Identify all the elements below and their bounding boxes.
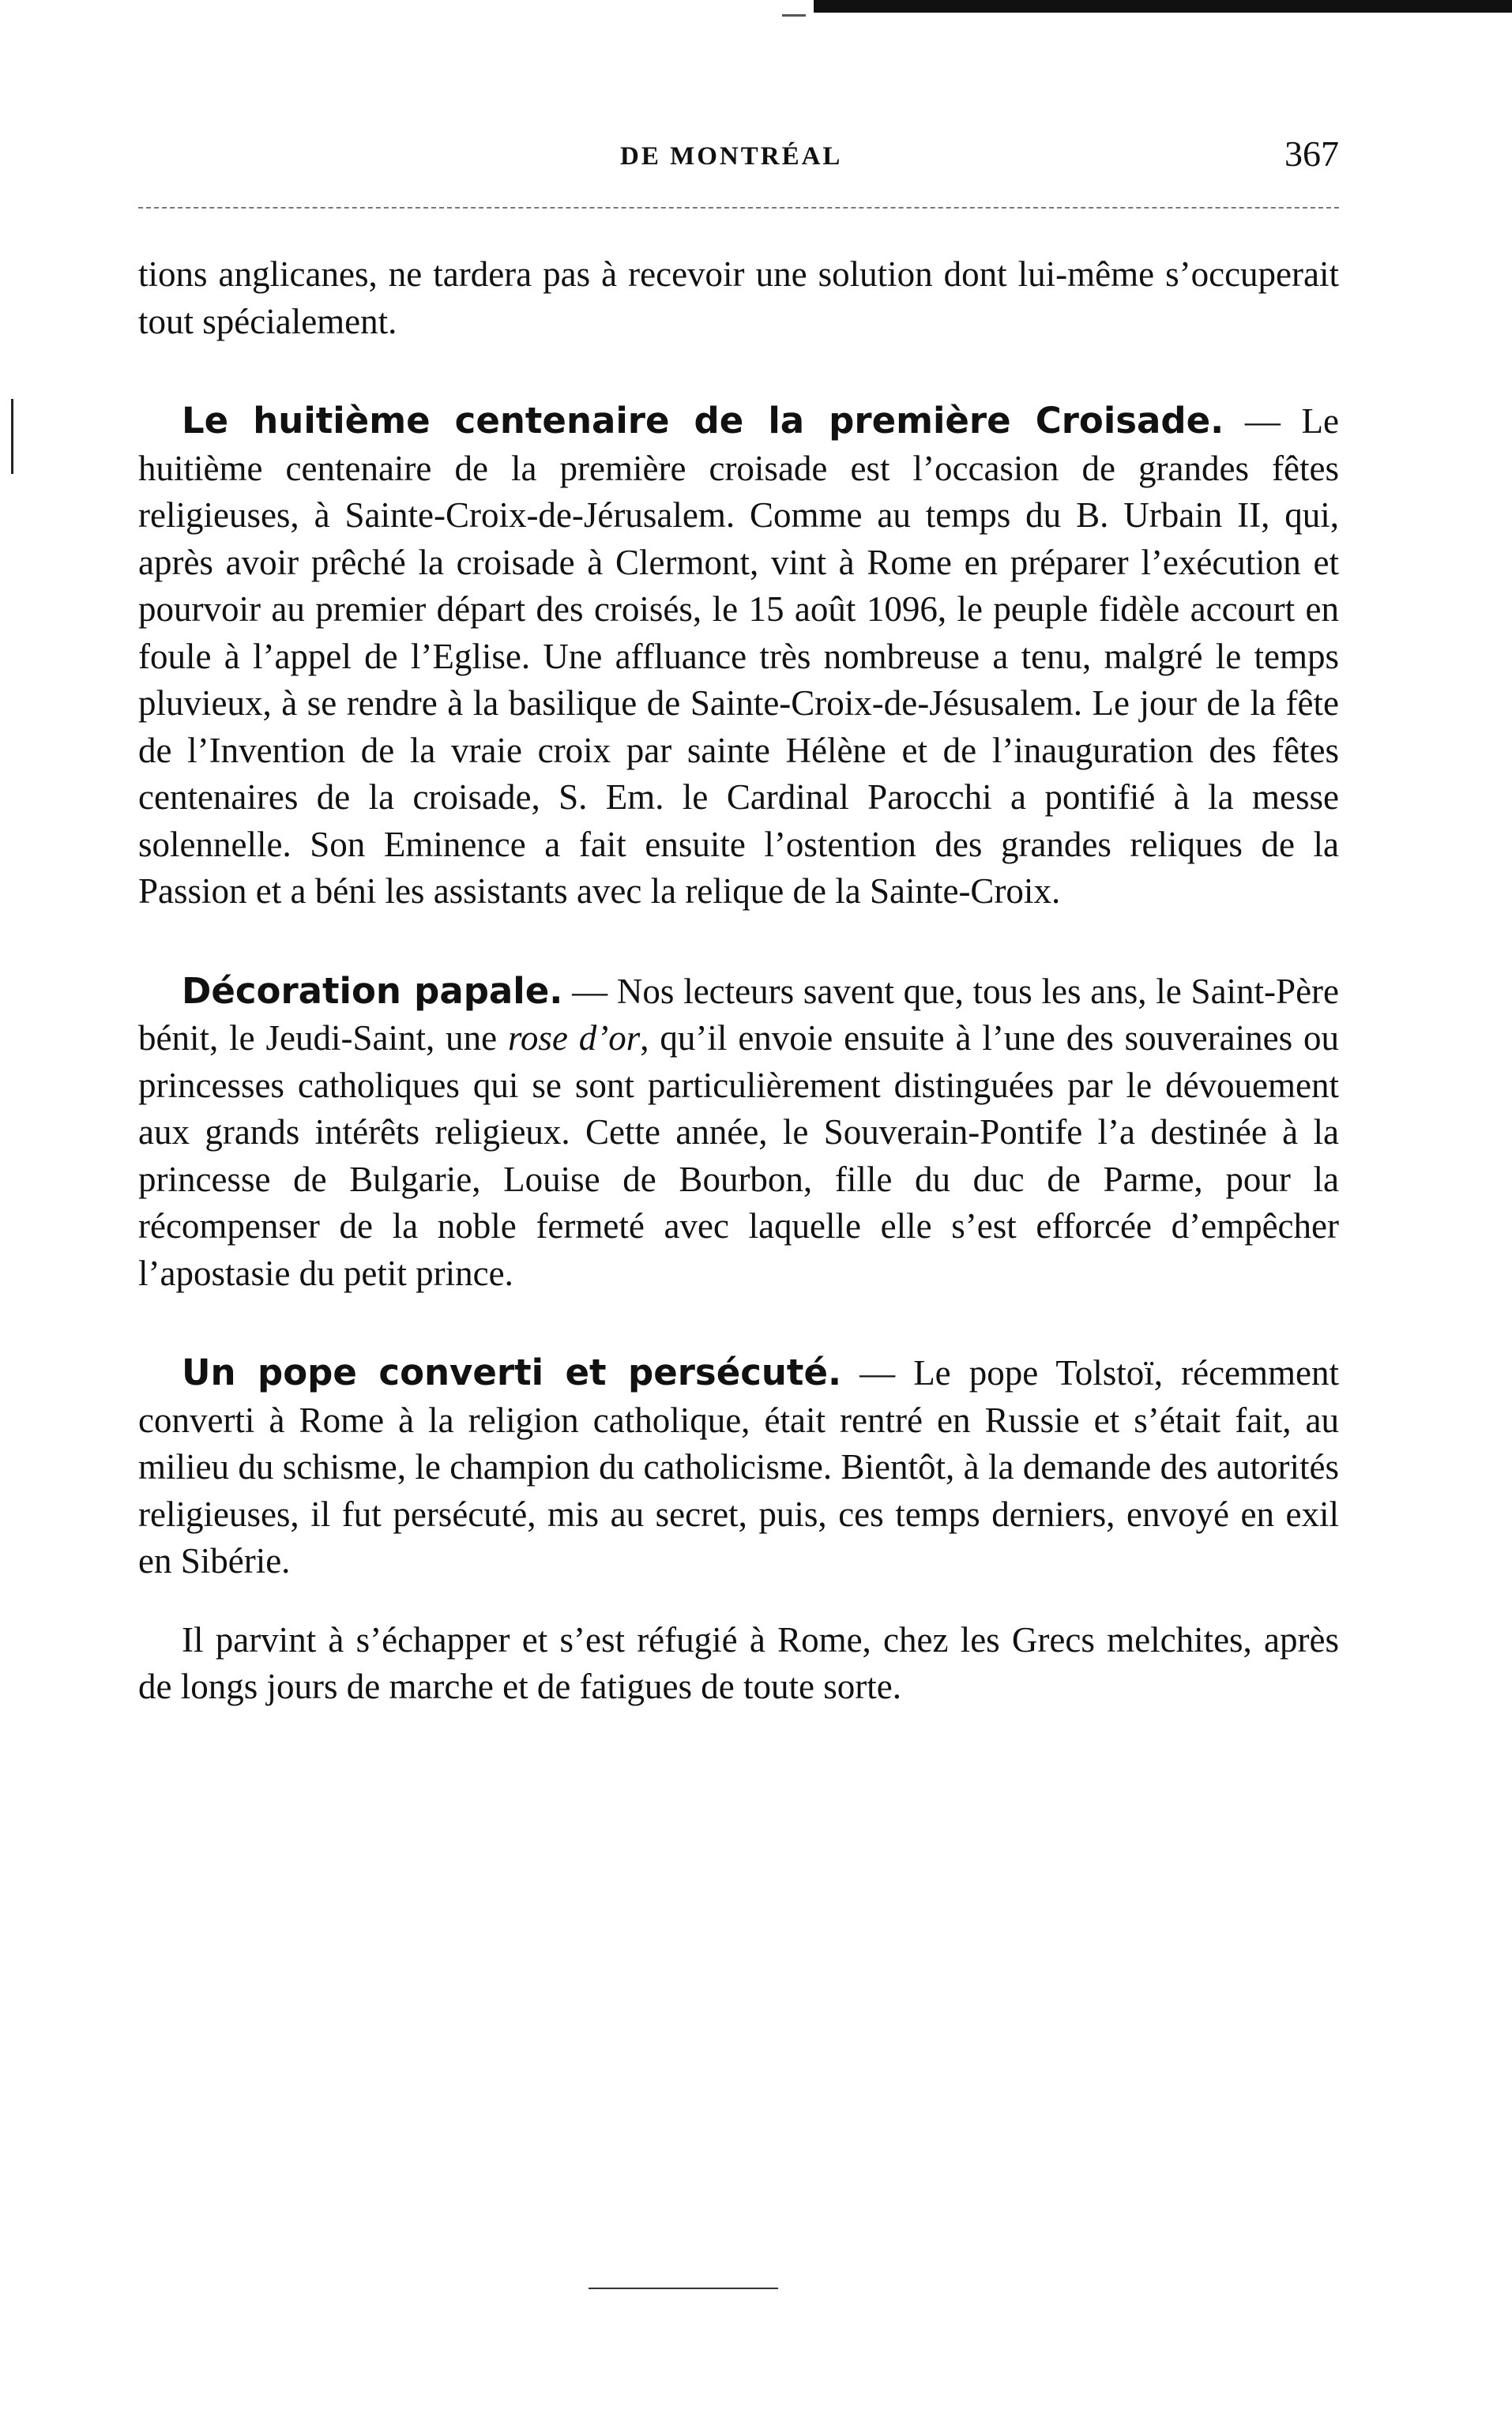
page-number: 367 xyxy=(1284,133,1339,174)
page-body xyxy=(138,251,1339,1711)
heading-dash: — xyxy=(562,971,617,1011)
top-edge-dash xyxy=(782,14,806,17)
section-pope xyxy=(138,1349,1339,1585)
section-heading: Le huitième centenaire de la première Croisade. xyxy=(182,400,1224,442)
margin-mark xyxy=(11,399,13,474)
section-heading: Décoration papale. xyxy=(182,969,563,1012)
heading-dash: — xyxy=(1224,401,1302,441)
italic-phrase: rose d’or xyxy=(508,1018,641,1058)
section-body-continued: , qu’il envoie ensuite à l’une des souveraines ou princesses catholiques qui se sont particulièrement distinguées par le dévouement aux grands intérêts religieux. Cette année, le Souverain-Pontife l’a destinée à la princesse de Bulgarie, Louise de Bourbon, fille du duc de Parme, pour la récompenser de la noble fermeté avec laquelle elle s’est efforcée d’empêcher l’apostasie du petit prince. xyxy=(138,1018,1339,1293)
header-rule xyxy=(138,207,1339,209)
heading-dash: — xyxy=(841,1353,914,1393)
running-title: DE MONTRÉAL xyxy=(620,142,843,171)
section-croisade xyxy=(138,397,1339,915)
paragraph-final: Il parvint à s’échapper et s’est réfugié à Rome, chez les Grecs melchites, après de longs jours de marche et de fatigues de toute sorte. xyxy=(138,1619,1339,1706)
end-rule xyxy=(589,2288,778,2289)
section-body: Le pope Tolstoï, récemment converti à Rome à la religion catholique, était rentré en Russie et s’était fait, au milieu du schisme, le champion du catholicisme. Bientôt, à la demande des autorités religieuses, il fut persécuté, mis au secret, puis, ces temps derniers, envoyé en exil en Sibérie. xyxy=(138,1353,1339,1581)
page-header xyxy=(138,133,1339,188)
section-body: Le huitième centenaire de la première croisade est l’occasion de grandes fêtes religieuses, à Sainte-Croix-de-Jérusalem. Comme au temps du B. Urbain II, qui, après avoir prêché la croisade à Clermont, vint à Rome en préparer l’exécution et pourvoir au premier départ des croisés, le 15 août 1096, le peuple fidèle accourt en foule à l’appel de l’Eglise. Une affluance très nombreuse a tenu, malgré le temps pluvieux, à se rendre à la basilique de Sainte-Croix-de-Jésusalem. Le jour de la fête de l’Invention de la vraie croix par sainte Hélène et de l’inauguration des fêtes centenaires de la croisade, S. Em. le Cardinal Parocchi a pontifié à la messe solennelle. Son Eminence a fait ensuite l’ostention des grandes reliques de la Passion et a béni les assistants avec la relique de la Sainte-Croix. xyxy=(138,401,1340,911)
top-edge-bar xyxy=(814,0,1512,13)
paragraph-continuation: tions anglicanes, ne tardera pas à recevoir une solution dont lui-même s’occuperait tout spécialement. xyxy=(138,254,1339,341)
section-body: Nos lecteurs savent que, tous les ans, le Saint-Père bénit, le Jeudi-Saint, une xyxy=(138,971,1340,1058)
section-heading: Un pope converti et persécuté. xyxy=(182,1352,842,1393)
section-decoration xyxy=(138,968,1339,1298)
